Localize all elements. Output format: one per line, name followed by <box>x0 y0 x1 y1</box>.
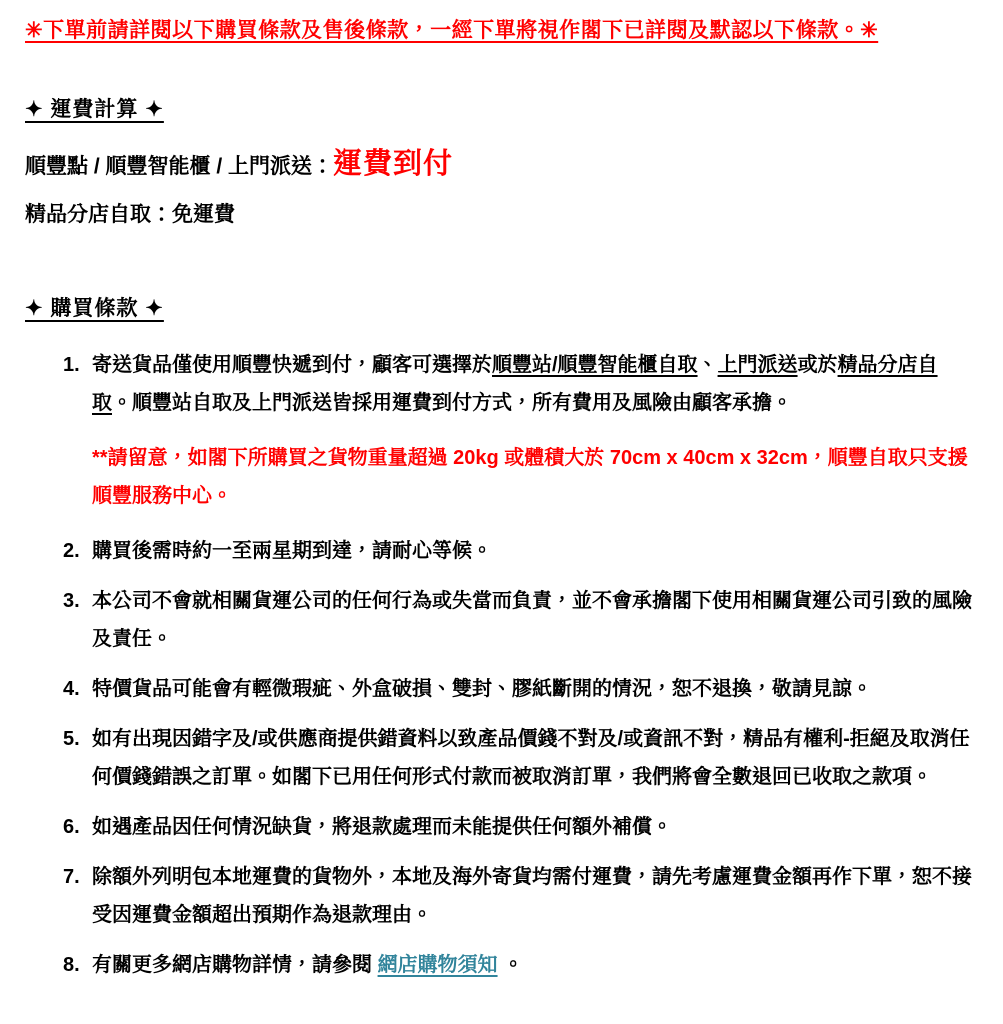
terms-list <box>63 346 975 984</box>
term1-text-plain: 寄送貨品僅使用順豐快遞到付，顧客可選擇於 <box>92 354 492 376</box>
term-number: 8. <box>63 954 80 976</box>
term-item-7 <box>63 858 975 934</box>
purchase-terms-section <box>25 230 975 984</box>
term-item-5 <box>63 720 975 796</box>
term-number: 4. <box>63 678 80 700</box>
term-number: 1. <box>63 354 80 376</box>
term-number: 5. <box>63 728 80 750</box>
term-number: 6. <box>63 816 80 838</box>
term-text <box>92 946 975 984</box>
term-text: 如有出現因錯字及/或供應商提供錯資料以致產品價錢不對及/或資訊不對，精品有權利-拒絕及取消任何價錢錯誤之訂單。如閣下已用任何形式付款而被取消訂單，我們將會全數退回已收取之款項。 <box>92 728 970 788</box>
term-body <box>92 346 975 520</box>
term-item-1 <box>63 346 975 520</box>
term-text: 除額外列明包本地運費的貨物外，本地及海外寄貨均需付運費，請先考慮運費金額再作下單，恕不接受因運費金額超出預期作為退款理由。 <box>92 866 972 926</box>
store-pickup-line: 精品分店自取：免運費 <box>25 203 235 226</box>
term-text <box>92 346 975 422</box>
term-number: 7. <box>63 866 80 888</box>
term-body <box>92 858 975 934</box>
weight-limit-warning: **請留意，如閣下所購買之貨物重量超過 20kg 或體積大於 70cm x 40cm x 32cm，順豐自取只支援順豐服務中心。 <box>92 447 968 507</box>
term-item-6 <box>63 808 975 846</box>
term-item-8 <box>63 946 975 984</box>
term1-text-plain: 。順豐站自取及上門派送皆採用運費到付方式，所有費用及風險由顧客承擔。 <box>112 392 792 414</box>
term-body <box>92 808 975 846</box>
term-body <box>92 946 975 984</box>
term1-text-plain: 或於 <box>797 354 838 376</box>
shipping-heading: ✦ 運費計算 ✦ <box>25 98 164 121</box>
term-body <box>92 582 975 658</box>
term-body <box>92 670 975 708</box>
term-item-3 <box>63 582 975 658</box>
term1-underline-store-pickup: 精品分店自取 <box>92 354 938 414</box>
term-item-2 <box>63 532 975 570</box>
term1-underline-home-delivery: 上門派送 <box>717 354 798 376</box>
sf-shipping-line <box>25 147 975 184</box>
term8-text-plain: 有關更多網店購物詳情，請參閱 <box>92 954 378 976</box>
freight-collect-value: 運費到付 <box>333 148 454 180</box>
term-text: 如遇產品因任何情況缺貨，將退款處理而未能提供任何額外補償。 <box>92 816 672 838</box>
term-body <box>92 532 975 570</box>
term1-underline-sf-pickup: 順豐站/順豐智能櫃自取 <box>492 354 698 376</box>
term-text: 購買後需時約一至兩星期到達，請耐心等候。 <box>92 540 492 562</box>
term-text: 特價貨品可能會有輕微瑕疵、外盒破損、雙封、膠紙斷開的情況，恕不退換，敬請見諒。 <box>92 678 872 700</box>
term1-text-plain: 、 <box>697 354 718 376</box>
pre-order-notice: ✳下單前請詳閱以下購買條款及售後條款，一經下單將視作閣下已詳閱及默認以下條款。✳ <box>25 19 879 42</box>
shipping-section <box>25 46 975 230</box>
term-number: 3. <box>63 590 80 612</box>
term-text: 本公司不會就相關貨運公司的任何行為或失當而負責，並不會承擔閣下使用相關貨運公司引致的風險及責任。 <box>92 590 972 650</box>
term-number: 2. <box>63 540 80 562</box>
term-item-4 <box>63 670 975 708</box>
term-body <box>92 720 975 796</box>
terms-heading: ✦ 購買條款 ✦ <box>25 297 164 320</box>
shop-guide-link[interactable]: 網店購物須知 <box>377 954 498 976</box>
term8-text-plain: 。 <box>497 954 524 976</box>
sf-options-label: 順豐點 / 順豐智能櫃 / 上門派送： <box>25 155 334 178</box>
